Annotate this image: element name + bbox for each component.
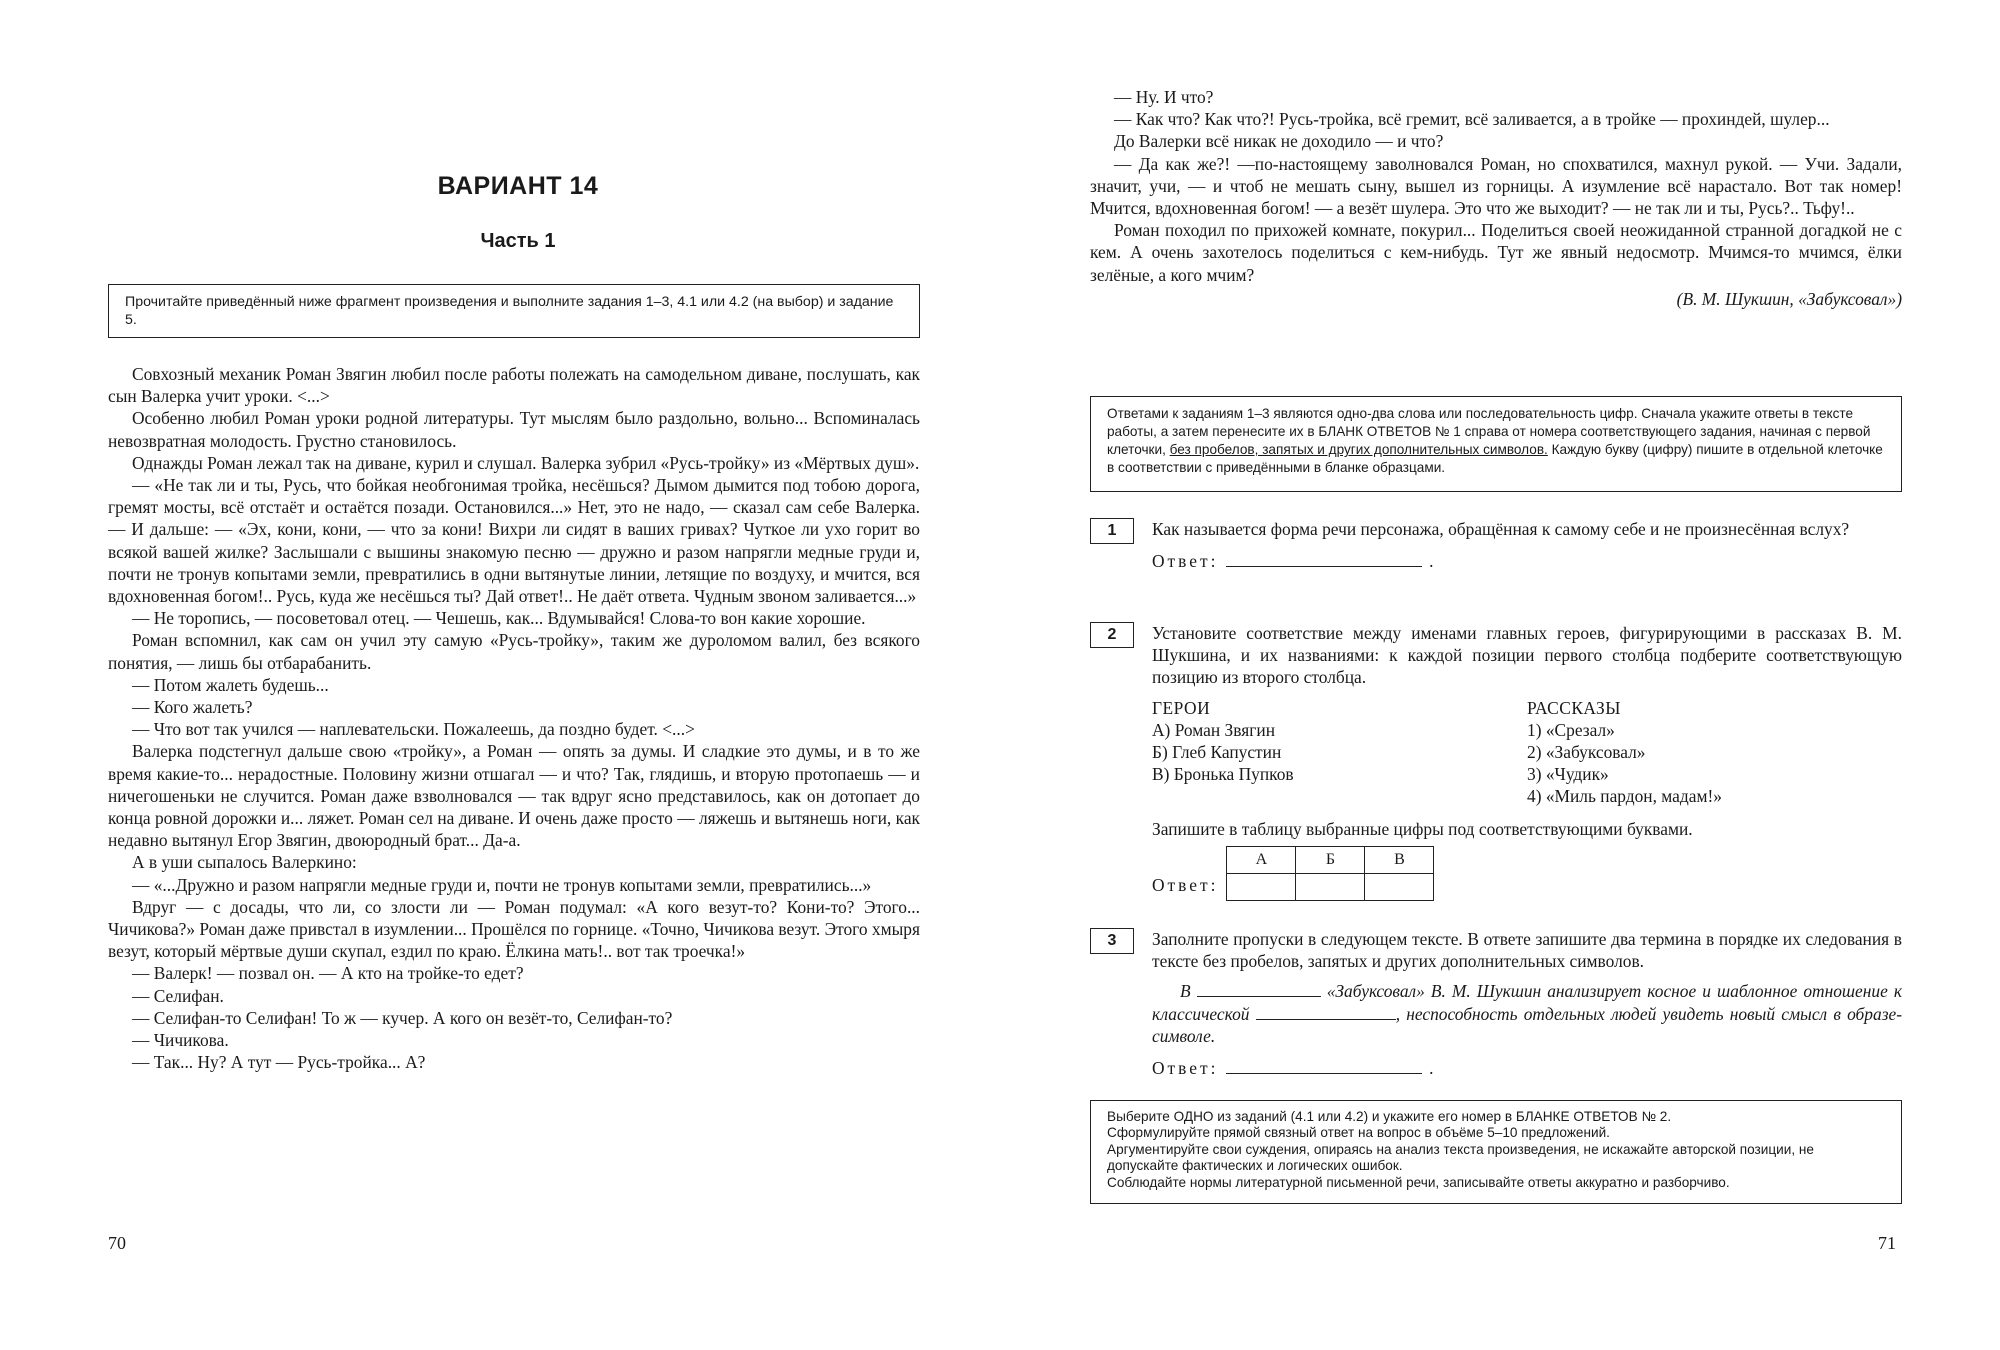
- stories-column: [1527, 697, 1902, 808]
- paragraph: Особенно любил Роман уроки родной литературы. Тут мыслям было раздольно, вольно... Вспоминалась невозвратная молодость. Грустно становилось.: [108, 408, 920, 451]
- answer-table: [1226, 846, 1434, 901]
- task-question: Как называется форма речи персонажа, обращённая к самому себе и не произнесённая вслух?: [1152, 519, 1850, 539]
- paragraph: — Селифан-то Селифан! То ж — кучер. А кого он везёт-то, Селифан-то?: [132, 1007, 673, 1028]
- answer-line: Ответ: .: [1152, 551, 1437, 572]
- answer-blank[interactable]: [1226, 1059, 1422, 1074]
- page-number-right: 71: [1878, 1233, 1896, 1253]
- paragraph: — Чичикова.: [132, 1030, 229, 1051]
- paragraph: — «Не так ли и ты, Русь, что бойкая необгонимая тройка, несёшься? Дымом дымится под тобою дорога, гремят мосты, всё отстаёт и остаётся позади. Остановился...» Нет, это не надо, — сказал сам себе Валерка. — И дальше: — «Эх, кони, кони, — что за кони! Вихри ли сидят в ваших гривах? Чуткое ли ухо горит во всякой вашей жилке? Заслышали с вышины знакомую песню — дружно и разом напрягли медные груди и, почти не тронув копытами земли, превратились в одни вытянутые линии, летящие по воздуху, и мчится, вся вдохновенная богом!.. Русь, куда же несёшься ты? Дай ответ!.. Не даёт ответа. Чудным звоном заливается...»: [108, 475, 920, 607]
- heroes-column: [1152, 697, 1527, 808]
- answer-cell[interactable]: [1227, 873, 1296, 900]
- list-item: 4) «Миль пардон, мадам!»: [1527, 786, 1722, 807]
- instruction-line: Соблюдайте нормы литературной письменной речи, записывайте ответы аккуратно и разборчиво.: [1107, 1174, 1730, 1190]
- answer-cell[interactable]: [1296, 873, 1365, 900]
- paragraph: — Да как же?! —по-настоящему заволновался Роман, но спохватился, махнул рукой. — Учи. Задали, значит, учи, — и чтоб не мешать сыну, вышел из горницы. А изумление всё нарастало. Вот так номер! Мчится, вдохновенная богом! — а везёт шулера. Это что же выходит? — не так ли и ты, Русь?.. Тьфу!..: [1090, 153, 1902, 219]
- answer-label: Ответ:: [1152, 1058, 1219, 1079]
- story-text-right: [1090, 86, 1902, 310]
- paragraph: Совхозный механик Роман Звягин любил после работы полежать на самодельном диване, послушать, как сын Валерка учит уроки. <...>: [108, 364, 920, 407]
- task-number-box: 2: [1090, 622, 1134, 648]
- column-heading: ГЕРОИ: [1152, 697, 1211, 718]
- answer-cell[interactable]: [1365, 873, 1434, 900]
- fill-blank[interactable]: [1197, 982, 1321, 997]
- answer-line: Ответ: .: [1152, 1058, 1437, 1079]
- paragraph: — Селифан.: [132, 985, 224, 1006]
- task-question: Заполните пропуски в следующем тексте. В ответе запишите два термина в порядке их следования в тексте без пробелов, запятых и других дополнительных символов.: [1152, 929, 1902, 972]
- list-item: 3) «Чудик»: [1527, 764, 1609, 785]
- paragraph: Валерка подстегнул дальше свою «тройку», а Роман — опять за думы. И сладкие это думы, и в то же время какие-то... нерадостные. Половину жизни отшагал — и что? Так, глядишь, и вторую протопаешь — и ничегошеньки не случится. Роман даже взволновался — так вдруг ясно представилось, как он дотопает до конца ровной дорожки и... ляжет. Роман сел на диване. И очень даже просто — ляжешь и вытянешь ноги, как недавно вытянул Егор Звягин, двоюродный брат... Да-а.: [108, 741, 920, 851]
- reading-instruction-box: [108, 284, 920, 338]
- paragraph: — Валерк! — позвал он. — А кто на тройке-то едет?: [132, 963, 524, 984]
- instruction-line: Аргументируйте свои суждения, опираясь на анализ текста произведения, не искажайте авторской позиции, не допускайте фактических и логических ошибок.: [1107, 1141, 1814, 1174]
- task-3: [1090, 928, 1902, 1079]
- matching-columns: [1152, 697, 1902, 808]
- page-number-left: 70: [108, 1233, 126, 1253]
- paragraph: — Кого жалеть?: [132, 697, 253, 718]
- task-2: [1090, 622, 1902, 901]
- fill-text-part: «Забуксовал» В. М. Шукшин анализирует косное и шаблонное отношение к классической: [1152, 981, 1902, 1024]
- instruction-line: Выберите ОДНО из заданий (4.1 или 4.2) и укажите его номер в БЛАНКЕ ОТВЕТОВ № 2.: [1107, 1109, 1672, 1124]
- task-question: Установите соответствие между именами главных героев, фигурирующими в рассказах В. М. Шукшина, и их названиями: к каждой позиции первого столбца подберите соответствующую позицию из второго столбца.: [1152, 623, 1902, 688]
- task-number-box: 3: [1090, 928, 1134, 954]
- story-text-left: [108, 363, 920, 1074]
- paragraph: До Валерки всё никак не доходило — и что?: [1114, 131, 1444, 152]
- list-item: Б) Глеб Капустин: [1152, 742, 1282, 763]
- paragraph: Роман вспомнил, как сам он учил эту самую «Русь-тройку», таким же дуроломом валил, без всякого понятия, — лишь бы отбарабанить.: [108, 630, 920, 673]
- paragraph: — Потом жалеть будешь...: [132, 674, 329, 695]
- paragraph: Однажды Роман лежал так на диване, курил и слушал. Валерка зубрил «Русь-тройку» из «Мёртвых душ».: [132, 452, 920, 473]
- list-item: 2) «Забуксовал»: [1527, 742, 1646, 763]
- answer-blank[interactable]: [1226, 552, 1422, 567]
- answer-label: Ответ:: [1152, 551, 1219, 572]
- table-header: Б: [1296, 846, 1365, 873]
- instruction-line: Сформулируйте прямой связный ответ на вопрос в объёме 5–10 предложений.: [1107, 1125, 1610, 1141]
- answer-label: Ответ:: [1152, 875, 1219, 896]
- paragraph: Вдруг — с досады, что ли, со злости ли — Роман подумал: «А кого везут-то? Кони-то? Этого... Чичикова?» Роман даже привстал в изумлении... Прошёлся по горнице. «Точно, Чичикова везут. Этого хмыря везут, который мёртвые души скупал, ездил по краю. Ёлкина мать!.. вот так троечка!»: [108, 896, 920, 962]
- task-number-box: 1: [1090, 518, 1134, 544]
- paragraph: — Так... Ну? А тут — Русь-тройка... А?: [132, 1052, 426, 1073]
- table-header: А: [1227, 846, 1296, 873]
- list-item: В) Бронька Пупков: [1152, 764, 1294, 785]
- answers-instruction-text: Ответами к заданиям 1–3 являются одно-два слова или последовательность цифр. Сначала укажите ответы в тексте работы, а затем перенесите их в БЛАНК ОТВЕТОВ № 1 справа от номера соответствующего задания, начиная с первой клеточки,: [1107, 406, 1871, 457]
- fill-in-text: [1152, 980, 1902, 1047]
- right-page: [1090, 0, 1910, 1350]
- paragraph: А в уши сыпалось Валеркино:: [132, 852, 357, 873]
- paragraph: — «...Дружно и разом напрягли медные груди и, почти не тронув копытами земли, превратились...»: [132, 874, 872, 895]
- fill-text-part: В: [1180, 981, 1191, 1002]
- fill-text-part: , неспособность отдельных людей увидеть новый смысл в образе-символе.: [1152, 1003, 1902, 1046]
- answers-instruction-box: [1090, 396, 1902, 492]
- answers-instruction-underlined: без пробелов, запятых и других дополнительных символов.: [1169, 442, 1548, 457]
- part-title: Часть 1: [480, 230, 556, 252]
- source-citation: (В. М. Шукшин, «Забуксовал»): [1676, 288, 1902, 309]
- paragraph: — Как что? Как что?! Русь-тройка, всё гремит, всё заливается, а в тройке — прохиндей, шулер...: [1114, 109, 1830, 130]
- paragraph: — Ну. И что?: [1114, 87, 1214, 107]
- paragraph: Роман походил по прихожей комнате, покурил... Поделиться своей неожиданной странной догадкой не с кем. А очень захотелось поделиться с кем-нибудь. Тут же явный недосмотр. Мчимся-то мчимся, ёлки зелёные, а кого мчим?: [1090, 220, 1902, 285]
- list-item: 1) «Срезал»: [1527, 719, 1615, 740]
- paragraph: — Что вот так учился — наплевательски. Пожалеешь, да поздно будет. <...>: [132, 719, 695, 740]
- variant-title: ВАРИАНТ 14: [437, 172, 599, 200]
- answer-table-row: [1152, 846, 1902, 901]
- column-heading: РАССКАЗЫ: [1527, 697, 1621, 718]
- paragraph: — Не торопись, — посоветовал отец. — Чешешь, как... Вдумывайся! Слова-то вон какие хорошие.: [132, 608, 866, 629]
- task-1: [1090, 518, 1902, 572]
- answers-instruction-text-2: Каждую букву (цифру) пишите в отдельной клеточке в соответствии с приведёнными в бланке образцами.: [1107, 442, 1883, 475]
- essay-instruction-box: [1090, 1100, 1902, 1204]
- left-page: [108, 0, 928, 1350]
- list-item: А) Роман Звягин: [1152, 719, 1275, 740]
- table-instruction: Запишите в таблицу выбранные цифры под соответствующими буквами.: [1152, 818, 1693, 839]
- table-header: В: [1365, 846, 1434, 873]
- fill-blank[interactable]: [1256, 1005, 1396, 1020]
- reading-instruction-text: Прочитайте приведённый ниже фрагмент произведения и выполните задания 1–3, 4.1 или 4.2 (на выбор) и задание 5.: [125, 294, 894, 328]
